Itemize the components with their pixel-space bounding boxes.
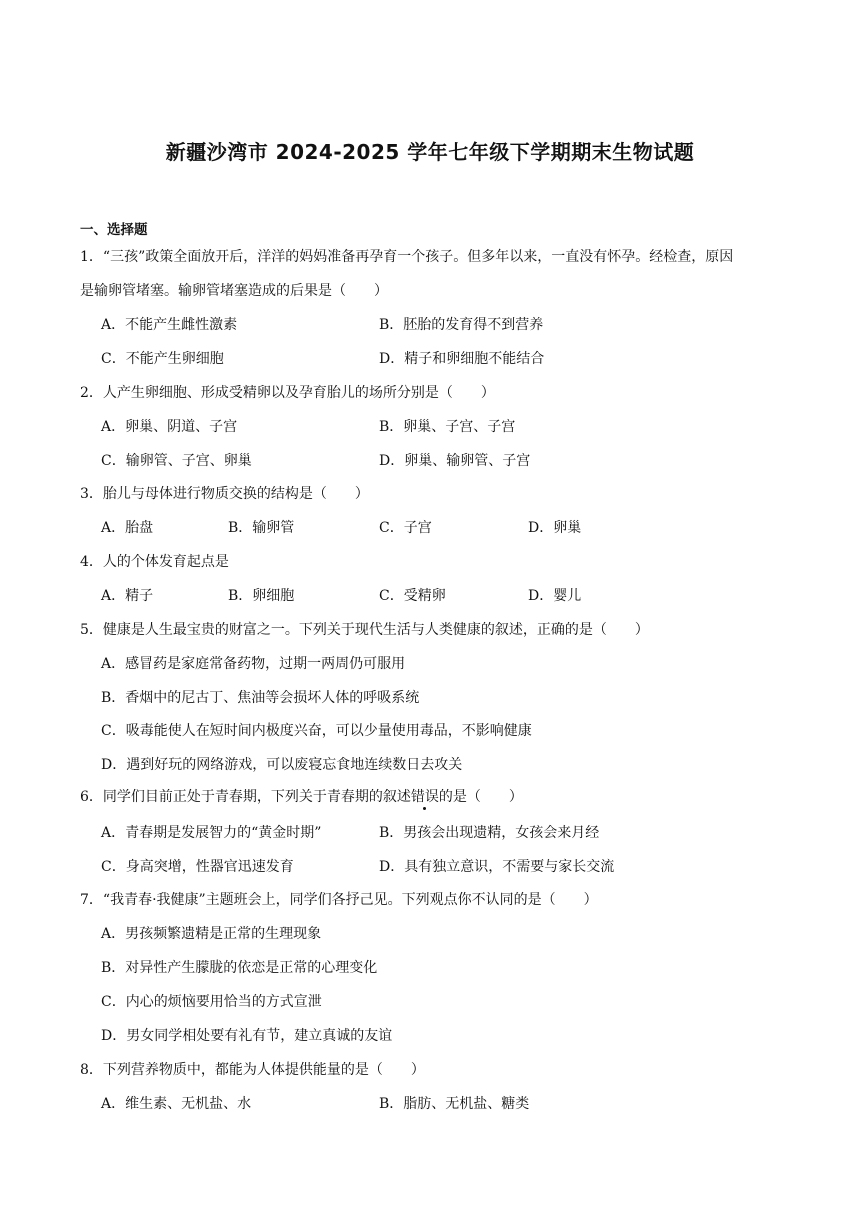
question-7-option-d[interactable]: D．男女同学相处要有礼有节，建立真诚的友谊 bbox=[101, 1028, 393, 1044]
question-6-stem bbox=[80, 786, 523, 806]
question-7-stem: 7．“我青春·我健康”主题班会上，同学们各抒己见。下列观点你不认同的是（ ） bbox=[80, 892, 598, 908]
question-2-stem: 2．人产生卵细胞、形成受精卵以及孕育胎儿的场所分别是（ ） bbox=[80, 385, 495, 401]
question-1-stem: 1．“三孩”政策全面放开后，洋洋的妈妈准备再孕育一个孩子。但多年以来，一直没有怀孕。经检查，原因 bbox=[80, 249, 734, 265]
question-7-option-a[interactable]: A．男孩频繁遗精是正常的生理现象 bbox=[101, 926, 322, 942]
question-2-option-c[interactable]: C．输卵管、子宫、卵巢 bbox=[101, 453, 252, 469]
question-8-option-b[interactable]: B．脂肪、无机盐、糖类 bbox=[379, 1096, 530, 1112]
question-5-option-b[interactable]: B．香烟中的尼古丁、焦油等会损坏人体的呼吸系统 bbox=[101, 690, 420, 706]
question-6-option-d[interactable]: D．具有独立意识，不需要与家长交流 bbox=[379, 859, 615, 875]
question-6-option-b[interactable]: B．男孩会出现遗精，女孩会来月经 bbox=[379, 825, 600, 841]
question-6-stem-pre: 6．同学们目前正处于青春期，下列关于青春期的叙述 bbox=[80, 789, 411, 805]
question-1-stem-cont: 是输卵管堵塞。输卵管堵塞造成的后果是（ ） bbox=[80, 283, 388, 299]
question-5-stem: 5．健康是人生最宝贵的财富之一。下列关于现代生活与人类健康的叙述，正确的是（ ） bbox=[80, 622, 649, 638]
question-4-option-d[interactable]: D．婴儿 bbox=[528, 588, 582, 604]
question-4-stem: 4．人的个体发育起点是 bbox=[80, 554, 229, 570]
question-3-option-c[interactable]: C．子宫 bbox=[379, 520, 432, 536]
question-2-option-a[interactable]: A．卵巢、阴道、子宫 bbox=[101, 419, 238, 435]
exam-title: 新疆沙湾市 2024-2025 学年七年级下学期期末生物试题 bbox=[165, 140, 695, 164]
question-5-option-a[interactable]: A．感冒药是家庭常备药物，过期一两周仍可服用 bbox=[101, 656, 406, 672]
question-1-option-a[interactable]: A．不能产生雌性激素 bbox=[101, 317, 238, 333]
question-2-option-d[interactable]: D．卵巢、输卵管、子宫 bbox=[379, 453, 531, 469]
question-5-option-c[interactable]: C．吸毒能使人在短时间内极度兴奋，可以少量使用毒品，不影响健康 bbox=[101, 723, 532, 739]
question-6-option-c[interactable]: C．身高突增，性器官迅速发育 bbox=[101, 859, 294, 875]
question-6-stem-emphasis: 错误 bbox=[410, 789, 439, 805]
section-heading: 一、选择题 bbox=[80, 222, 148, 238]
question-4-option-b[interactable]: B．卵细胞 bbox=[228, 588, 295, 604]
question-3-stem: 3．胎儿与母体进行物质交换的结构是（ ） bbox=[80, 486, 369, 502]
question-6-option-a[interactable]: A．青春期是发展智力的“黄金时期” bbox=[101, 825, 322, 841]
question-3-option-b[interactable]: B．输卵管 bbox=[228, 520, 295, 536]
question-7-option-b[interactable]: B．对异性产生朦胧的依恋是正常的心理变化 bbox=[101, 960, 378, 976]
question-8-stem: 8．下列营养物质中，都能为人体提供能量的是（ ） bbox=[80, 1062, 425, 1078]
question-1-option-d[interactable]: D．精子和卵细胞不能结合 bbox=[379, 351, 545, 367]
question-5-option-d[interactable]: D．遇到好玩的网络游戏，可以废寝忘食地连续数日去攻关 bbox=[101, 757, 463, 773]
question-6-stem-post: 的是（ ） bbox=[438, 789, 523, 805]
question-3-option-a[interactable]: A．胎盘 bbox=[101, 520, 154, 536]
question-7-option-c[interactable]: C．内心的烦恼要用恰当的方式宣泄 bbox=[101, 994, 322, 1010]
question-8-option-a[interactable]: A．维生素、无机盐、水 bbox=[101, 1096, 252, 1112]
question-3-option-d[interactable]: D．卵巢 bbox=[528, 520, 582, 536]
question-1-option-b[interactable]: B．胚胎的发育得不到营养 bbox=[379, 317, 544, 333]
question-1-option-c[interactable]: C．不能产生卵细胞 bbox=[101, 351, 224, 367]
question-2-option-b[interactable]: B．卵巢、子宫、子宫 bbox=[379, 419, 516, 435]
question-4-option-a[interactable]: A．精子 bbox=[101, 588, 154, 604]
question-4-option-c[interactable]: C．受精卵 bbox=[379, 588, 446, 604]
